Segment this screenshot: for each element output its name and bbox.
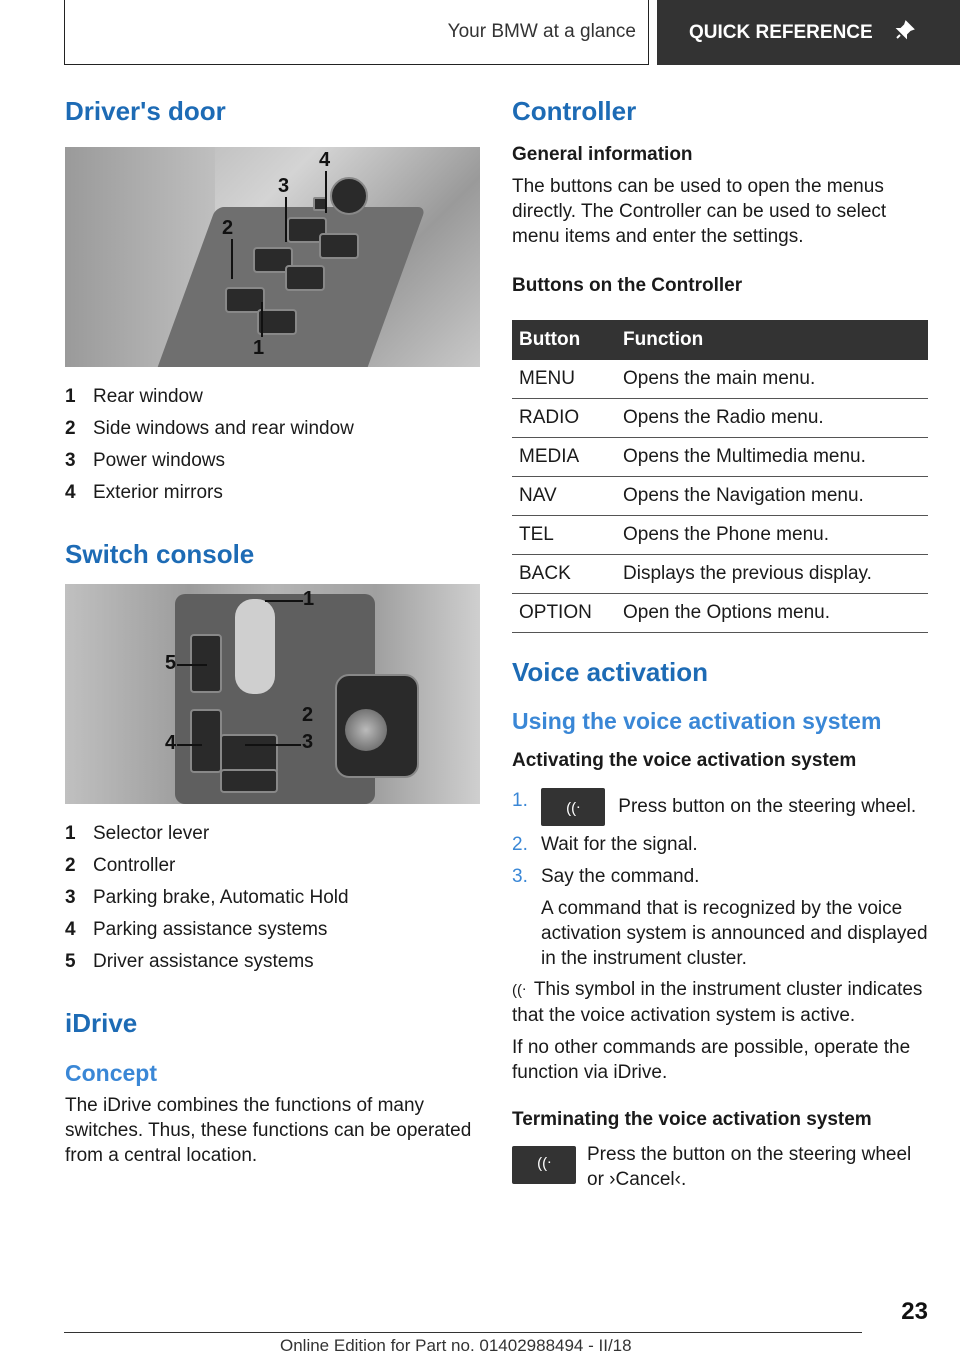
table-cell: TEL	[512, 515, 616, 554]
header-rule-bottom	[64, 64, 649, 65]
item-number: 4	[65, 919, 76, 941]
item-text: Parking assistance systems	[93, 919, 328, 941]
image-label: 5	[165, 652, 177, 675]
image-label: 1	[303, 588, 315, 611]
list-item	[65, 914, 480, 946]
image-label: 4	[165, 732, 177, 755]
general-information-heading: General information	[512, 144, 693, 166]
item-number: 3	[65, 887, 76, 909]
controller-table	[512, 320, 928, 633]
table-cell: Open the Options menu.	[616, 593, 928, 632]
left-column	[65, 96, 480, 1168]
table-row	[512, 515, 928, 554]
table-row	[512, 476, 928, 515]
table-row	[512, 437, 928, 476]
voice-icon: ((ᐧ	[512, 982, 526, 1000]
concept-text: The iDrive combines the functions of many switches. Thus, these functions can be operated from a central location.	[65, 1095, 472, 1167]
column-header: Button	[512, 320, 616, 360]
image-label: 2	[222, 217, 234, 240]
list-item	[65, 445, 480, 477]
image-label: 3	[278, 175, 290, 198]
image-label: 2	[302, 704, 314, 727]
table-row	[512, 554, 928, 593]
drivers-door-heading: Driver's door	[65, 96, 226, 126]
table-cell: NAV	[512, 476, 616, 515]
terminating-heading: Terminating the voice activation system	[512, 1109, 872, 1131]
column-header: Function	[616, 320, 928, 360]
symbol-text: This symbol in the instrument cluster indicates that the voice activation system is active.	[512, 979, 923, 1027]
table-cell: MENU	[512, 360, 616, 399]
controller-heading: Controller	[512, 96, 637, 126]
table-row	[512, 398, 928, 437]
table-cell: OPTION	[512, 593, 616, 632]
voice-activation-heading: Voice activation	[512, 656, 709, 687]
switch-console-heading: Switch console	[65, 539, 255, 570]
list-item	[512, 832, 928, 857]
step-text: Press button on the steering wheel.	[618, 796, 917, 818]
table-cell: Opens the Navigation menu.	[616, 476, 928, 515]
idrive-heading: iDrive	[65, 1008, 138, 1039]
image-label: 3	[302, 731, 314, 754]
table-row	[512, 360, 928, 399]
step-text-wrap	[541, 788, 916, 826]
table-cell: Opens the main menu.	[616, 360, 928, 399]
quick-reference-tab[interactable]	[657, 0, 960, 65]
footer-edition: Online Edition for Part no. 01402988494 - II/18	[280, 1336, 632, 1355]
header-section-title[interactable]: Your BMW at a glance	[447, 21, 636, 42]
item-text: Rear window	[93, 386, 203, 408]
terminating-text: Press the button on the steering wheel or ›Cancel‹.	[587, 1143, 912, 1190]
step-text: Wait for the signal.	[541, 834, 698, 856]
table-cell: Displays the previous display.	[616, 554, 928, 593]
buttons-heading: Buttons on the Controller	[512, 274, 743, 296]
quick-reference-label: QUICK REFERENCE	[689, 21, 873, 43]
concept-heading: Concept	[65, 1059, 157, 1086]
item-text: Parking brake, Automatic Hold	[93, 887, 349, 909]
step-number: 3.	[512, 866, 528, 888]
voice-steps	[512, 788, 928, 971]
item-text: Selector lever	[93, 823, 210, 845]
step-number: 2.	[512, 834, 528, 856]
voice-icon: ((ᐧ	[541, 788, 605, 826]
list-item	[65, 818, 480, 850]
table-cell: RADIO	[512, 398, 616, 437]
voice-icon: ((ᐧ	[512, 1146, 576, 1184]
item-number: 1	[65, 386, 76, 408]
list-item	[65, 413, 480, 445]
table-header-row	[512, 320, 928, 360]
item-text: Side windows and rear window	[93, 418, 354, 440]
drivers-door-image	[65, 147, 480, 367]
table-cell: Opens the Phone menu.	[616, 515, 928, 554]
symbol-paragraph	[512, 977, 928, 1028]
activating-heading: Activating the voice activation system	[512, 750, 857, 772]
drivers-door-list	[65, 381, 480, 509]
item-text: Controller	[93, 855, 176, 877]
no-commands-text: If no other commands are possible, operate the function via iDrive.	[512, 1037, 911, 1084]
table-cell: Opens the Multimedia menu.	[616, 437, 928, 476]
item-number: 2	[65, 418, 76, 440]
list-item	[512, 788, 928, 826]
list-item	[65, 381, 480, 413]
table-cell: MEDIA	[512, 437, 616, 476]
image-label: 1	[253, 337, 265, 360]
item-text: Driver assistance systems	[93, 951, 314, 973]
step-detail: A command that is recognized by the voice activation system is announced and displayed in the instrument cluster.	[541, 898, 928, 970]
header-rule-mid	[648, 0, 649, 65]
item-number: 4	[65, 482, 76, 504]
item-text: Power windows	[93, 450, 225, 472]
list-item	[65, 477, 480, 509]
item-number: 1	[65, 823, 76, 845]
step-text: Say the command.	[541, 866, 700, 888]
image-label: 4	[319, 149, 331, 172]
switch-console-image	[65, 584, 480, 804]
footer-rule	[64, 1332, 862, 1333]
right-column	[512, 96, 928, 1192]
table-cell: Opens the Radio menu.	[616, 398, 928, 437]
list-item	[65, 882, 480, 914]
table-cell: BACK	[512, 554, 616, 593]
pin-icon	[895, 20, 915, 46]
item-number: 3	[65, 450, 76, 472]
step-number: 1.	[512, 790, 528, 812]
list-item	[512, 864, 928, 889]
list-item	[65, 946, 480, 978]
table-row	[512, 593, 928, 632]
item-number: 2	[65, 855, 76, 877]
page-number: 23	[901, 1298, 928, 1325]
terminating-block	[512, 1142, 928, 1192]
general-information-text: The buttons can be used to open the menus directly. The Controller can be used to select menu items and enter the settings.	[512, 175, 887, 247]
switch-console-list	[65, 818, 480, 978]
item-text: Exterior mirrors	[93, 482, 223, 504]
list-item	[65, 850, 480, 882]
item-number: 5	[65, 951, 76, 973]
using-voice-heading: Using the voice activation system	[512, 707, 882, 734]
